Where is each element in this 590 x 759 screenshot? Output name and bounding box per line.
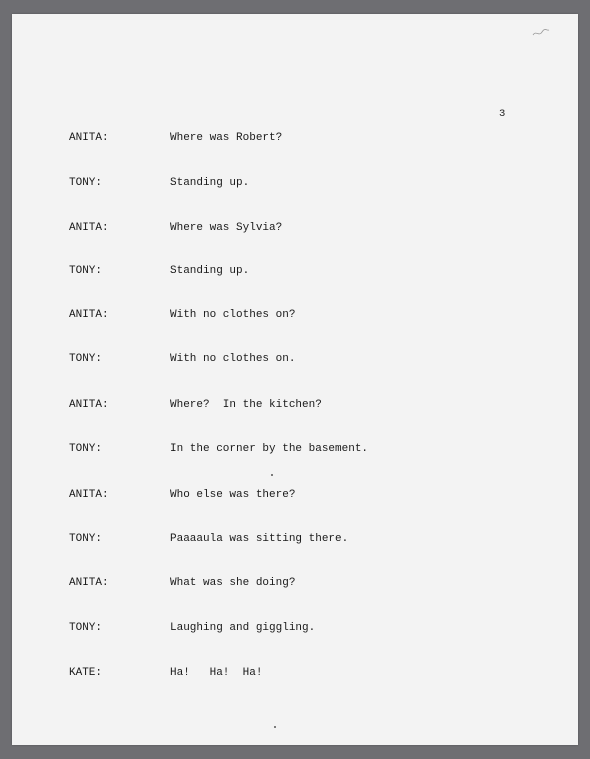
dialogue-line: Standing up. bbox=[170, 177, 250, 189]
speaker-name: TONY: bbox=[69, 622, 103, 634]
speaker-name: TONY: bbox=[69, 533, 103, 545]
dialogue-line: With no clothes on? bbox=[170, 309, 296, 321]
dialogue-line: Where? In the kitchen? bbox=[170, 399, 322, 411]
dialogue-row bbox=[12, 309, 578, 325]
dialogue-row bbox=[12, 533, 578, 549]
dialogue-line: What was she doing? bbox=[170, 577, 296, 589]
stray-dot bbox=[271, 474, 273, 476]
speaker-name: ANITA: bbox=[69, 577, 109, 589]
pencil-mark-icon bbox=[532, 28, 550, 38]
speaker-name: TONY: bbox=[69, 177, 103, 189]
stray-dot bbox=[274, 726, 276, 728]
speaker-name: KATE: bbox=[69, 667, 103, 679]
dialogue-line: Laughing and giggling. bbox=[170, 622, 316, 634]
speaker-name: TONY: bbox=[69, 353, 103, 365]
dialogue-row bbox=[12, 622, 578, 638]
dialogue-row bbox=[12, 577, 578, 593]
speaker-name: ANITA: bbox=[69, 222, 109, 234]
speaker-name: ANITA: bbox=[69, 489, 109, 501]
dialogue-line: Where was Sylvia? bbox=[170, 222, 283, 234]
dialogue-row bbox=[12, 265, 578, 281]
dialogue-row bbox=[12, 489, 578, 505]
dialogue-row bbox=[12, 132, 578, 148]
dialogue-row bbox=[12, 353, 578, 369]
dialogue-line: In the corner by the basement. bbox=[170, 443, 369, 455]
speaker-name: TONY: bbox=[69, 443, 103, 455]
speaker-name: ANITA: bbox=[69, 309, 109, 321]
page-number: 3 bbox=[499, 108, 506, 120]
dialogue-line: Ha! Ha! Ha! bbox=[170, 667, 263, 679]
dialogue-line: Who else was there? bbox=[170, 489, 296, 501]
dialogue-row bbox=[12, 177, 578, 193]
speaker-name: TONY: bbox=[69, 265, 103, 277]
speaker-name: ANITA: bbox=[69, 132, 109, 144]
dialogue-row bbox=[12, 399, 578, 415]
dialogue-row bbox=[12, 667, 578, 683]
document-page bbox=[12, 14, 578, 745]
dialogue-line: Where was Robert? bbox=[170, 132, 283, 144]
dialogue-line: Paaaaula was sitting there. bbox=[170, 533, 349, 545]
dialogue-row bbox=[12, 443, 578, 459]
dialogue-line: With no clothes on. bbox=[170, 353, 296, 365]
speaker-name: ANITA: bbox=[69, 399, 109, 411]
dialogue-line: Standing up. bbox=[170, 265, 250, 277]
dialogue-row bbox=[12, 222, 578, 238]
